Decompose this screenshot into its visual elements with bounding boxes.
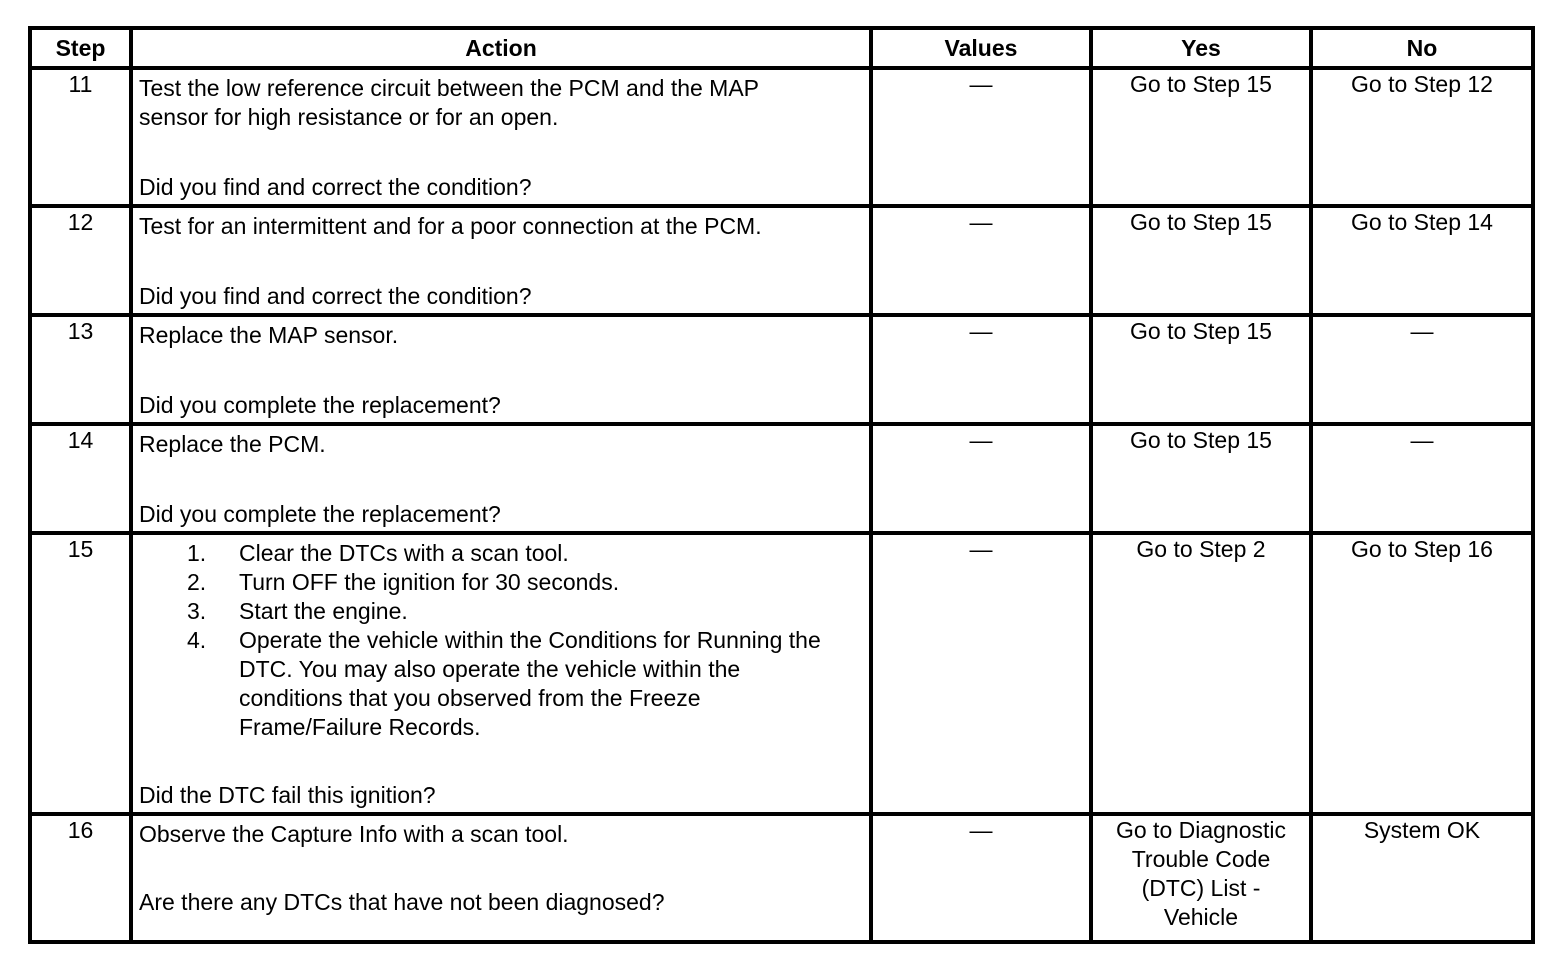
action-question: Are there any DTCs that have not been diagnosed?	[139, 889, 665, 915]
step-number: 14	[30, 424, 131, 533]
procedure-list	[139, 539, 863, 742]
yes-cell: Go to Step 15	[1091, 206, 1311, 315]
step-number: 16	[30, 814, 131, 942]
action-cell	[131, 206, 871, 315]
yes-cell	[1091, 814, 1311, 942]
step-number: 13	[30, 315, 131, 424]
action-cell	[131, 315, 871, 424]
list-item	[187, 626, 831, 742]
action-question: Did you complete the replacement?	[139, 501, 501, 527]
table-row	[30, 814, 1533, 942]
action-text: Observe the Capture Info with a scan tool.	[139, 821, 569, 847]
action-question: Did the DTC fail this ignition?	[139, 782, 436, 808]
table-row	[30, 206, 1533, 315]
yes-cell: Go to Step 2	[1091, 533, 1311, 814]
list-item	[187, 568, 863, 597]
list-item-number: 3.	[187, 598, 207, 624]
table-row	[30, 533, 1533, 814]
yes-cell: Go to Step 15	[1091, 315, 1311, 424]
yes-link-text: Go to Diagnostic Trouble Code (DTC) List - Vehicle	[1115, 817, 1287, 930]
header-action: Action	[131, 28, 871, 68]
action-cell	[131, 814, 871, 942]
list-item-text: Operate the vehicle within the Conditions for Running the DTC. You may also operate the vehicle within the conditions that you observed from the Freeze Frame/Failure Records.	[239, 627, 821, 740]
step-number: 15	[30, 533, 131, 814]
no-cell: —	[1311, 424, 1533, 533]
no-cell: Go to Step 16	[1311, 533, 1533, 814]
action-text: Test the low reference circuit between the PCM and the MAP sensor for high resistance or for an open.	[139, 75, 759, 130]
step-number: 11	[30, 68, 131, 206]
list-item-number: 2.	[187, 569, 207, 595]
no-cell: —	[1311, 315, 1533, 424]
header-yes: Yes	[1091, 28, 1311, 68]
action-cell	[131, 424, 871, 533]
yes-cell: Go to Step 15	[1091, 68, 1311, 206]
yes-cell: Go to Step 15	[1091, 424, 1311, 533]
diagnostic-table	[28, 26, 1535, 944]
no-cell: Go to Step 14	[1311, 206, 1533, 315]
action-cell	[131, 68, 871, 206]
values-cell: —	[871, 424, 1091, 533]
list-item-text: Clear the DTCs with a scan tool.	[239, 540, 569, 566]
values-cell: —	[871, 68, 1091, 206]
action-cell	[131, 533, 871, 814]
list-item-number: 1.	[187, 540, 207, 566]
values-cell: —	[871, 533, 1091, 814]
list-item-text: Turn OFF the ignition for 30 seconds.	[239, 569, 620, 595]
header-no: No	[1311, 28, 1533, 68]
action-question: Did you find and correct the condition?	[139, 174, 532, 200]
list-item-number: 4.	[187, 627, 207, 653]
action-text: Replace the MAP sensor.	[139, 322, 399, 348]
header-values: Values	[871, 28, 1091, 68]
header-step: Step	[30, 28, 131, 68]
values-cell: —	[871, 814, 1091, 942]
action-text: Replace the PCM.	[139, 431, 326, 457]
values-cell: —	[871, 315, 1091, 424]
no-cell: System OK	[1311, 814, 1533, 942]
action-question: Did you find and correct the condition?	[139, 283, 532, 309]
header-row	[30, 28, 1533, 68]
list-item	[187, 539, 863, 568]
action-text: Test for an intermittent and for a poor connection at the PCM.	[139, 213, 762, 239]
no-cell: Go to Step 12	[1311, 68, 1533, 206]
table-row	[30, 315, 1533, 424]
list-item	[187, 597, 863, 626]
list-item-text: Start the engine.	[239, 598, 408, 624]
table-row	[30, 424, 1533, 533]
action-question: Did you complete the replacement?	[139, 392, 501, 418]
step-number: 12	[30, 206, 131, 315]
table-row	[30, 68, 1533, 206]
values-cell: —	[871, 206, 1091, 315]
